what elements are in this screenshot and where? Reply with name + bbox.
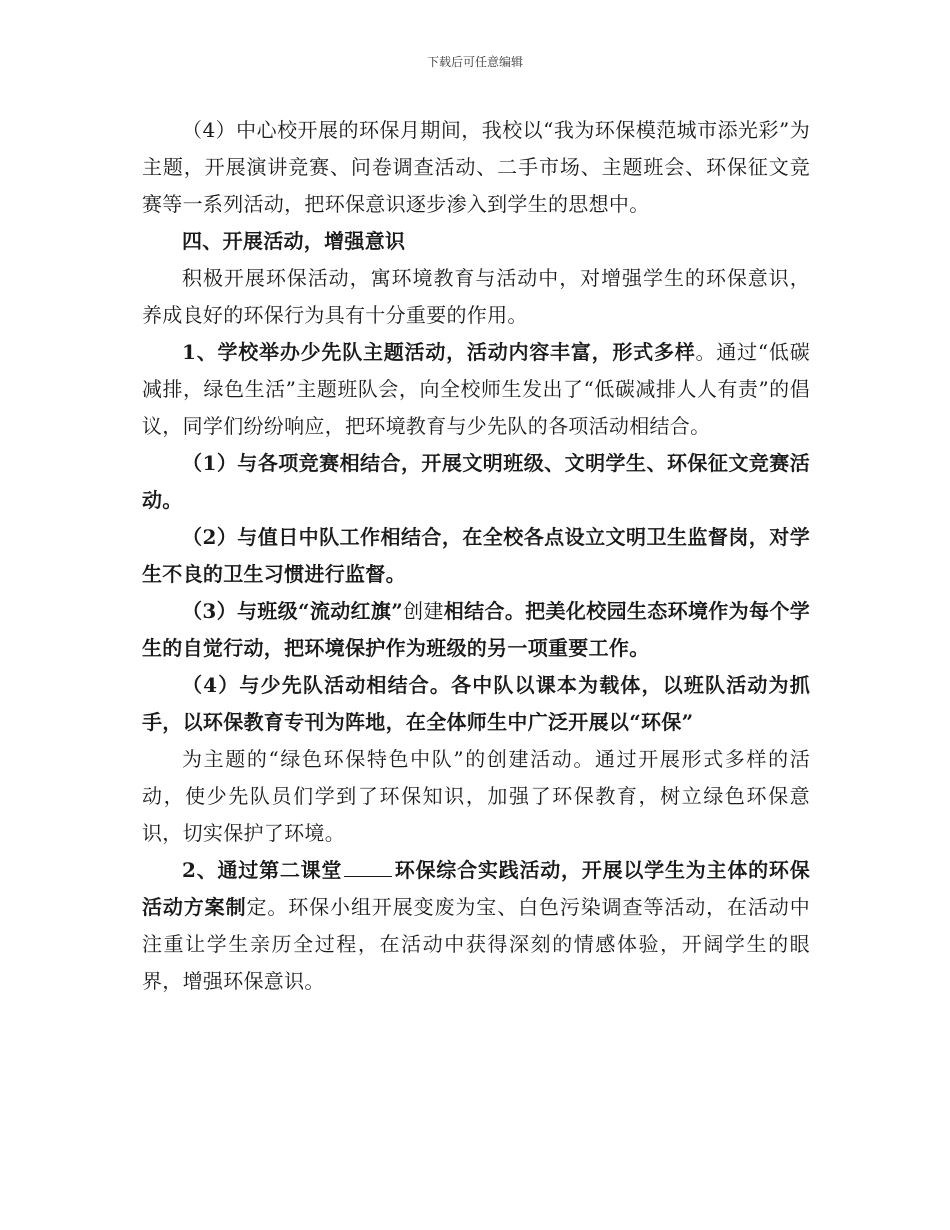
paragraph-7: （4）与少先队活动相结合。各中队以课本为载体，以班队活动为抓手，以环保教育专刊为阵地，在全体师生中广泛开展以“环保”	[142, 673, 810, 734]
document-body	[142, 112, 810, 1000]
paragraph-9-mid: 定	[246, 895, 268, 919]
paragraph-9-rest: 。环保小组开展变废为宝、白色污染调查等活动，在活动中注重让学生亲历全过程，在活动中获得深刻的情感体验，开阔学生的眼界，增强环保意识。	[142, 895, 810, 993]
page-header: 下载后可任意编辑	[426, 55, 523, 69]
paragraph-9-bold-b: 环保综合实践活动，开展以学生为主体的环保活动方案制	[142, 858, 810, 919]
paragraph-6-a: （3）与班级“流动红旗”	[182, 599, 404, 623]
paragraph-9-bold-a: 2、通过第二课堂	[182, 858, 343, 882]
paragraph-6	[142, 593, 810, 667]
paragraph-3-rest: 。通过“低碳减排，绿色生活”主题班队会，向全校师生发出了“低碳减排人人有责”的倡议，同学们纷纷响应，把环境教育与少先队的各项活动相结合。	[142, 340, 810, 438]
paragraph-2: 积极开展环保活动，寓环境教育与活动中，对增强学生的环保意识，养成良好的环保行为具有十分重要的作用。	[142, 266, 810, 327]
paragraph-1: （4）中心校开展的环保月期间，我校以“我为环保模范城市添光彩”为主题，开展演讲竞赛、问卷调查活动、二手市场、主题班会、环保征文竞赛等一系列活动，把环保意识逐步渗入到学生的思想中。	[142, 118, 810, 216]
paragraph-9	[142, 852, 810, 1000]
paragraph-3-bold: 1、学校举办少先队主题活动，活动内容丰富，形式多样	[182, 340, 696, 364]
paragraph-6-c: 相结合。把美化校园生态环境作为每个学生的自觉行动，把环境保护作为班级的另一项重要工作。	[142, 599, 810, 660]
paragraph-6-b: 创建	[403, 599, 444, 623]
paragraph-8: 为主题的“绿色环保特色中队”的创建活动。通过开展形式多样的活动，使少先队员们学到了环保知识，加强了环保教育，树立绿色环保意识，切实保护了环境。	[142, 747, 810, 845]
section-heading-4: 四、开展活动，增强意识	[182, 229, 406, 253]
paragraph-3	[142, 334, 810, 445]
blank-underline	[344, 856, 392, 877]
paragraph-4: （1）与各项竞赛相结合，开展文明班级、文明学生、环保征文竞赛活动。	[142, 451, 810, 512]
paragraph-5: （2）与值日中队工作相结合，在全校各点设立文明卫生监督岗，对学生不良的卫生习惯进行监督。	[142, 525, 810, 586]
